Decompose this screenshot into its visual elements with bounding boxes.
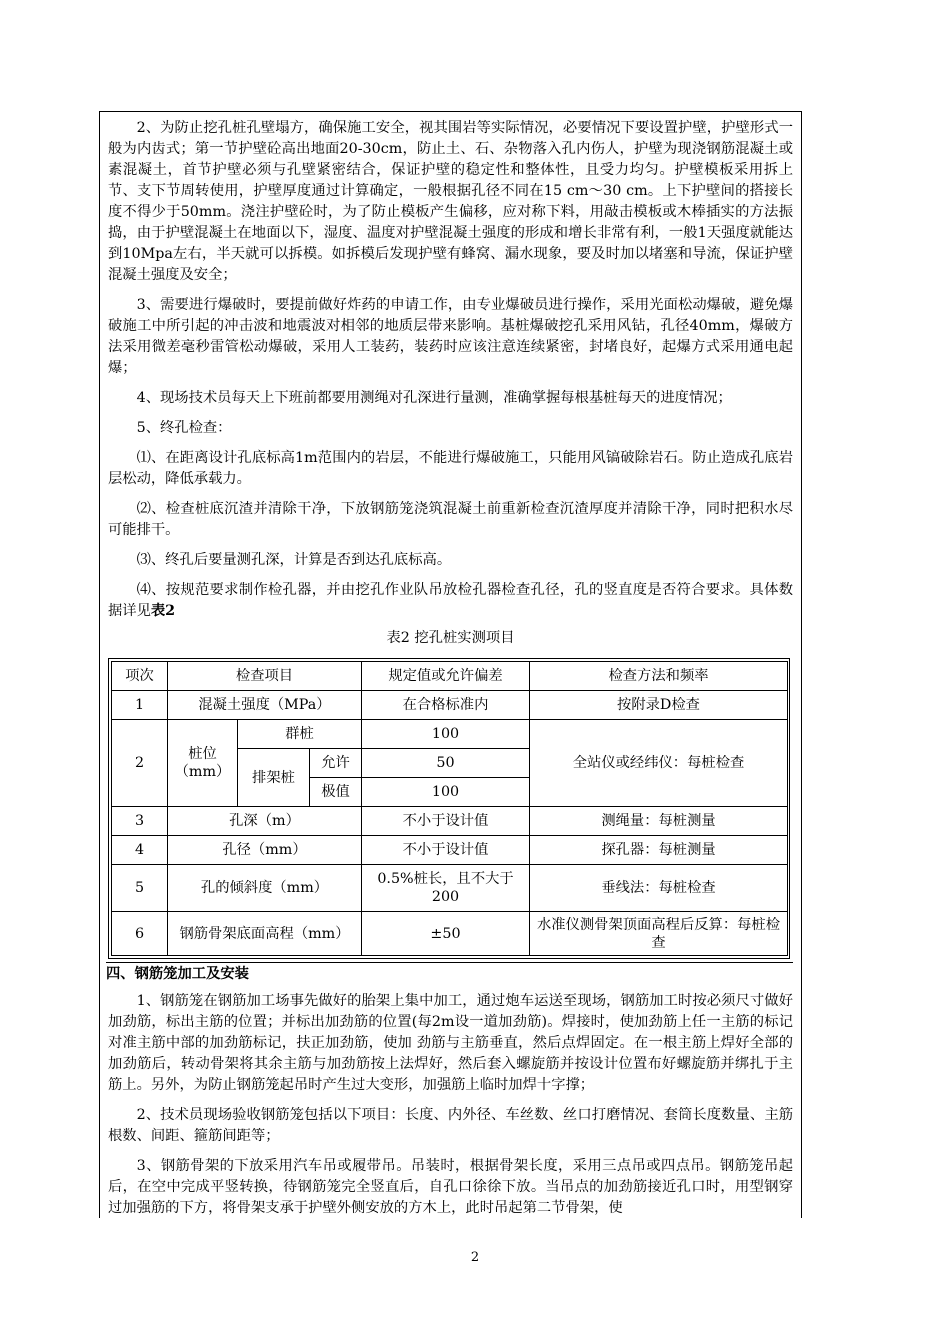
table-cell: 1 [112, 691, 168, 720]
paragraph-cage-lowering: 3、钢筋骨架的下放采用汽车吊或履带吊。吊装时，根据骨架长度，采用三点吊或四点吊。钢筋笼吊起后，在空中完成平竖转换，待钢筋笼完全竖直后，自孔口徐徐下放。当吊点的加劲筋接近孔口时，用型钢穿过加强筋的下方，将骨架支承于护壁外侧安放的方木上，此时吊起第二节骨架，使 [108, 1158, 793, 1216]
paragraph-cage-inspection: 2、技术员现场验收钢筋笼包括以下项目：长度、内外径、车丝数、丝口打磨情况、套筒长度数量、主筋根数、间距、箍筋间距等； [108, 1107, 793, 1144]
table-row [112, 836, 788, 865]
table-cell: 50 [362, 749, 530, 778]
table-cell: 孔径（mm） [168, 836, 362, 865]
table-row [112, 865, 788, 912]
document-content [100, 112, 801, 1218]
paragraph-final-check-title: 5、终孔检查： [136, 420, 232, 436]
paragraph-check-item-2: ⑵、检查桩底沉渣并清除干净，下放钢筋笼浇筑混凝土前重新检查沉渣厚度并清除干净，同时把积水尽可能排干。 [108, 501, 793, 538]
table-cell: 按附录D检查 [530, 691, 788, 720]
table-cell: 允许 [310, 749, 362, 778]
table-cell: 混凝土强度（MPa） [168, 691, 362, 720]
header-cell: 项次 [112, 662, 168, 691]
paragraph-check-item-4 [108, 580, 793, 622]
table-cell: 垂线法：每桩检查 [530, 865, 788, 912]
table-cell: 钢筋骨架底面高程（mm） [168, 912, 362, 956]
table-row [112, 691, 788, 720]
table-cell: 群桩 [238, 720, 362, 749]
page-number: 2 [470, 1250, 480, 1265]
header-cell: 检查方法和频率 [530, 662, 788, 691]
table-cell: 在合格标准内 [362, 691, 530, 720]
table-cell: 水准仪测骨架顶面高程后反算：每桩检查 [530, 912, 788, 956]
paragraph-check-item-3: ⑶、终孔后要量测孔深，计算是否到达孔底标高。 [136, 552, 452, 568]
table-row [112, 720, 788, 749]
table-row [112, 912, 788, 956]
paragraph-retaining-wall: 2、为防止挖孔桩孔壁塌方，确保施工安全，视其围岩等实际情况，必要情况下要设置护壁，护壁形式一般为内齿式；第一节护壁砼高出地面20-30cm，防止土、石、杂物落入孔内伤人，护壁为现浇钢筋混凝土或素混凝土，首节护壁必须与孔壁紧密结合，保证护壁的稳定性和整体性，且受力均匀。护壁模板采用拆上节、支下节周转使用，护壁厚度通过计算确定，一般根据孔径不同在15 cm～30 cm。上下护壁间的搭接长度不得少于50mm。浇注护壁砼时，为了防止模板产生偏移，应对称下料，用敲击模板或木棒插实的方法振捣，由于护壁混凝土在地面以下，湿度、温度对护壁混凝土强度的形成和增长非常有利，一般1天强度就能达到10Mpa左右，半天就可以拆模。如拆模后发现护壁有蜂窝、漏水现象，要及时加以堵塞和导流，保证护壁混凝土强度及安全； [108, 120, 793, 283]
table-reference: 表2 [150, 603, 176, 619]
table-cell: 2 [112, 720, 168, 807]
inspection-table [111, 661, 788, 956]
table-cell: 4 [112, 836, 168, 865]
table-cell: 探孔器：每桩测量 [530, 836, 788, 865]
table-cell: 3 [112, 807, 168, 836]
table-cell: 0.5%桩长，且不大于200 [362, 865, 530, 912]
table-cell: 测绳量：每桩测量 [530, 807, 788, 836]
check-item-4-text: ⑷、按规范要求制作检孔器，并由挖孔作业队吊放检孔器检查孔径，孔的竖直度是否符合要求。具体数据详见 [108, 582, 793, 619]
table-cell: ±50 [362, 912, 530, 956]
paragraph-depth-measure: 4、现场技术员每天上下班前都要用测绳对孔深进行量测，准确掌握每根基桩每天的进度情况； [136, 390, 732, 406]
table-caption: 表2 挖孔桩实测项目 [386, 630, 515, 646]
paragraph-blasting: 3、需要进行爆破时，要提前做好炸药的申请工作，由专业爆破员进行操作，采用光面松动爆破，避免爆破施工中所引起的冲击波和地震波对相邻的地质层带来影响。基桩爆破挖孔采用风钻，孔径40mm，爆破方法采用微差毫秒雷管松动爆破，采用人工装药，装药时应该注意连续紧密，封堵良好，起爆方式采用通电起爆； [108, 297, 793, 376]
table-cell: 不小于设计值 [362, 836, 530, 865]
header-cell: 规定值或允许偏差 [362, 662, 530, 691]
paragraph-check-item-1: ⑴、在距离设计孔底标高1m范围内的岩层，不能进行爆破施工，只能用风镐破除岩石。防止造成孔底岩层松动，降低承载力。 [108, 450, 793, 487]
header-cell: 检查项目 [168, 662, 362, 691]
table-cell: 孔深（m） [168, 807, 362, 836]
table-cell: 不小于设计值 [362, 807, 530, 836]
inspection-table-wrapper [108, 658, 790, 959]
table-cell: 100 [362, 778, 530, 807]
table-cell: 孔的倾斜度（mm） [168, 865, 362, 912]
table-cell: 6 [112, 912, 168, 956]
section-title: 四、钢筋笼加工及安装 [106, 962, 793, 985]
table-cell: 极值 [310, 778, 362, 807]
table-header-row [112, 662, 788, 691]
table-cell: 100 [362, 720, 530, 749]
document-frame [99, 111, 802, 1218]
table-cell: 5 [112, 865, 168, 912]
table-cell: 全站仪或经纬仪：每桩检查 [530, 720, 788, 807]
table-cell: 桩位（mm） [168, 720, 238, 807]
table-row [112, 807, 788, 836]
paragraph-cage-fabrication: 1、钢筋笼在钢筋加工场事先做好的胎架上集中加工，通过炮车运送至现场，钢筋加工时按必须尺寸做好加劲筋，标出主筋的位置；并标出加劲筋的位置(每2m设一道加劲筋)。焊接时，使加劲筋上任一主筋的标记对准主筋中部的加劲筋标记，扶正加劲筋，使加 劲筋与主筋垂直，然后点焊固定。在一根主筋上焊好全部的加劲筋后，转动骨架将其余主筋与加劲筋按上法焊好，然后套入螺旋筋并按设计位置布好螺旋筋并绑扎于主筋上。另外，为防止钢筋笼起吊时产生过大变形，加强筋上临时加焊十字撑； [108, 993, 793, 1093]
table-cell: 排架桩 [238, 749, 310, 807]
